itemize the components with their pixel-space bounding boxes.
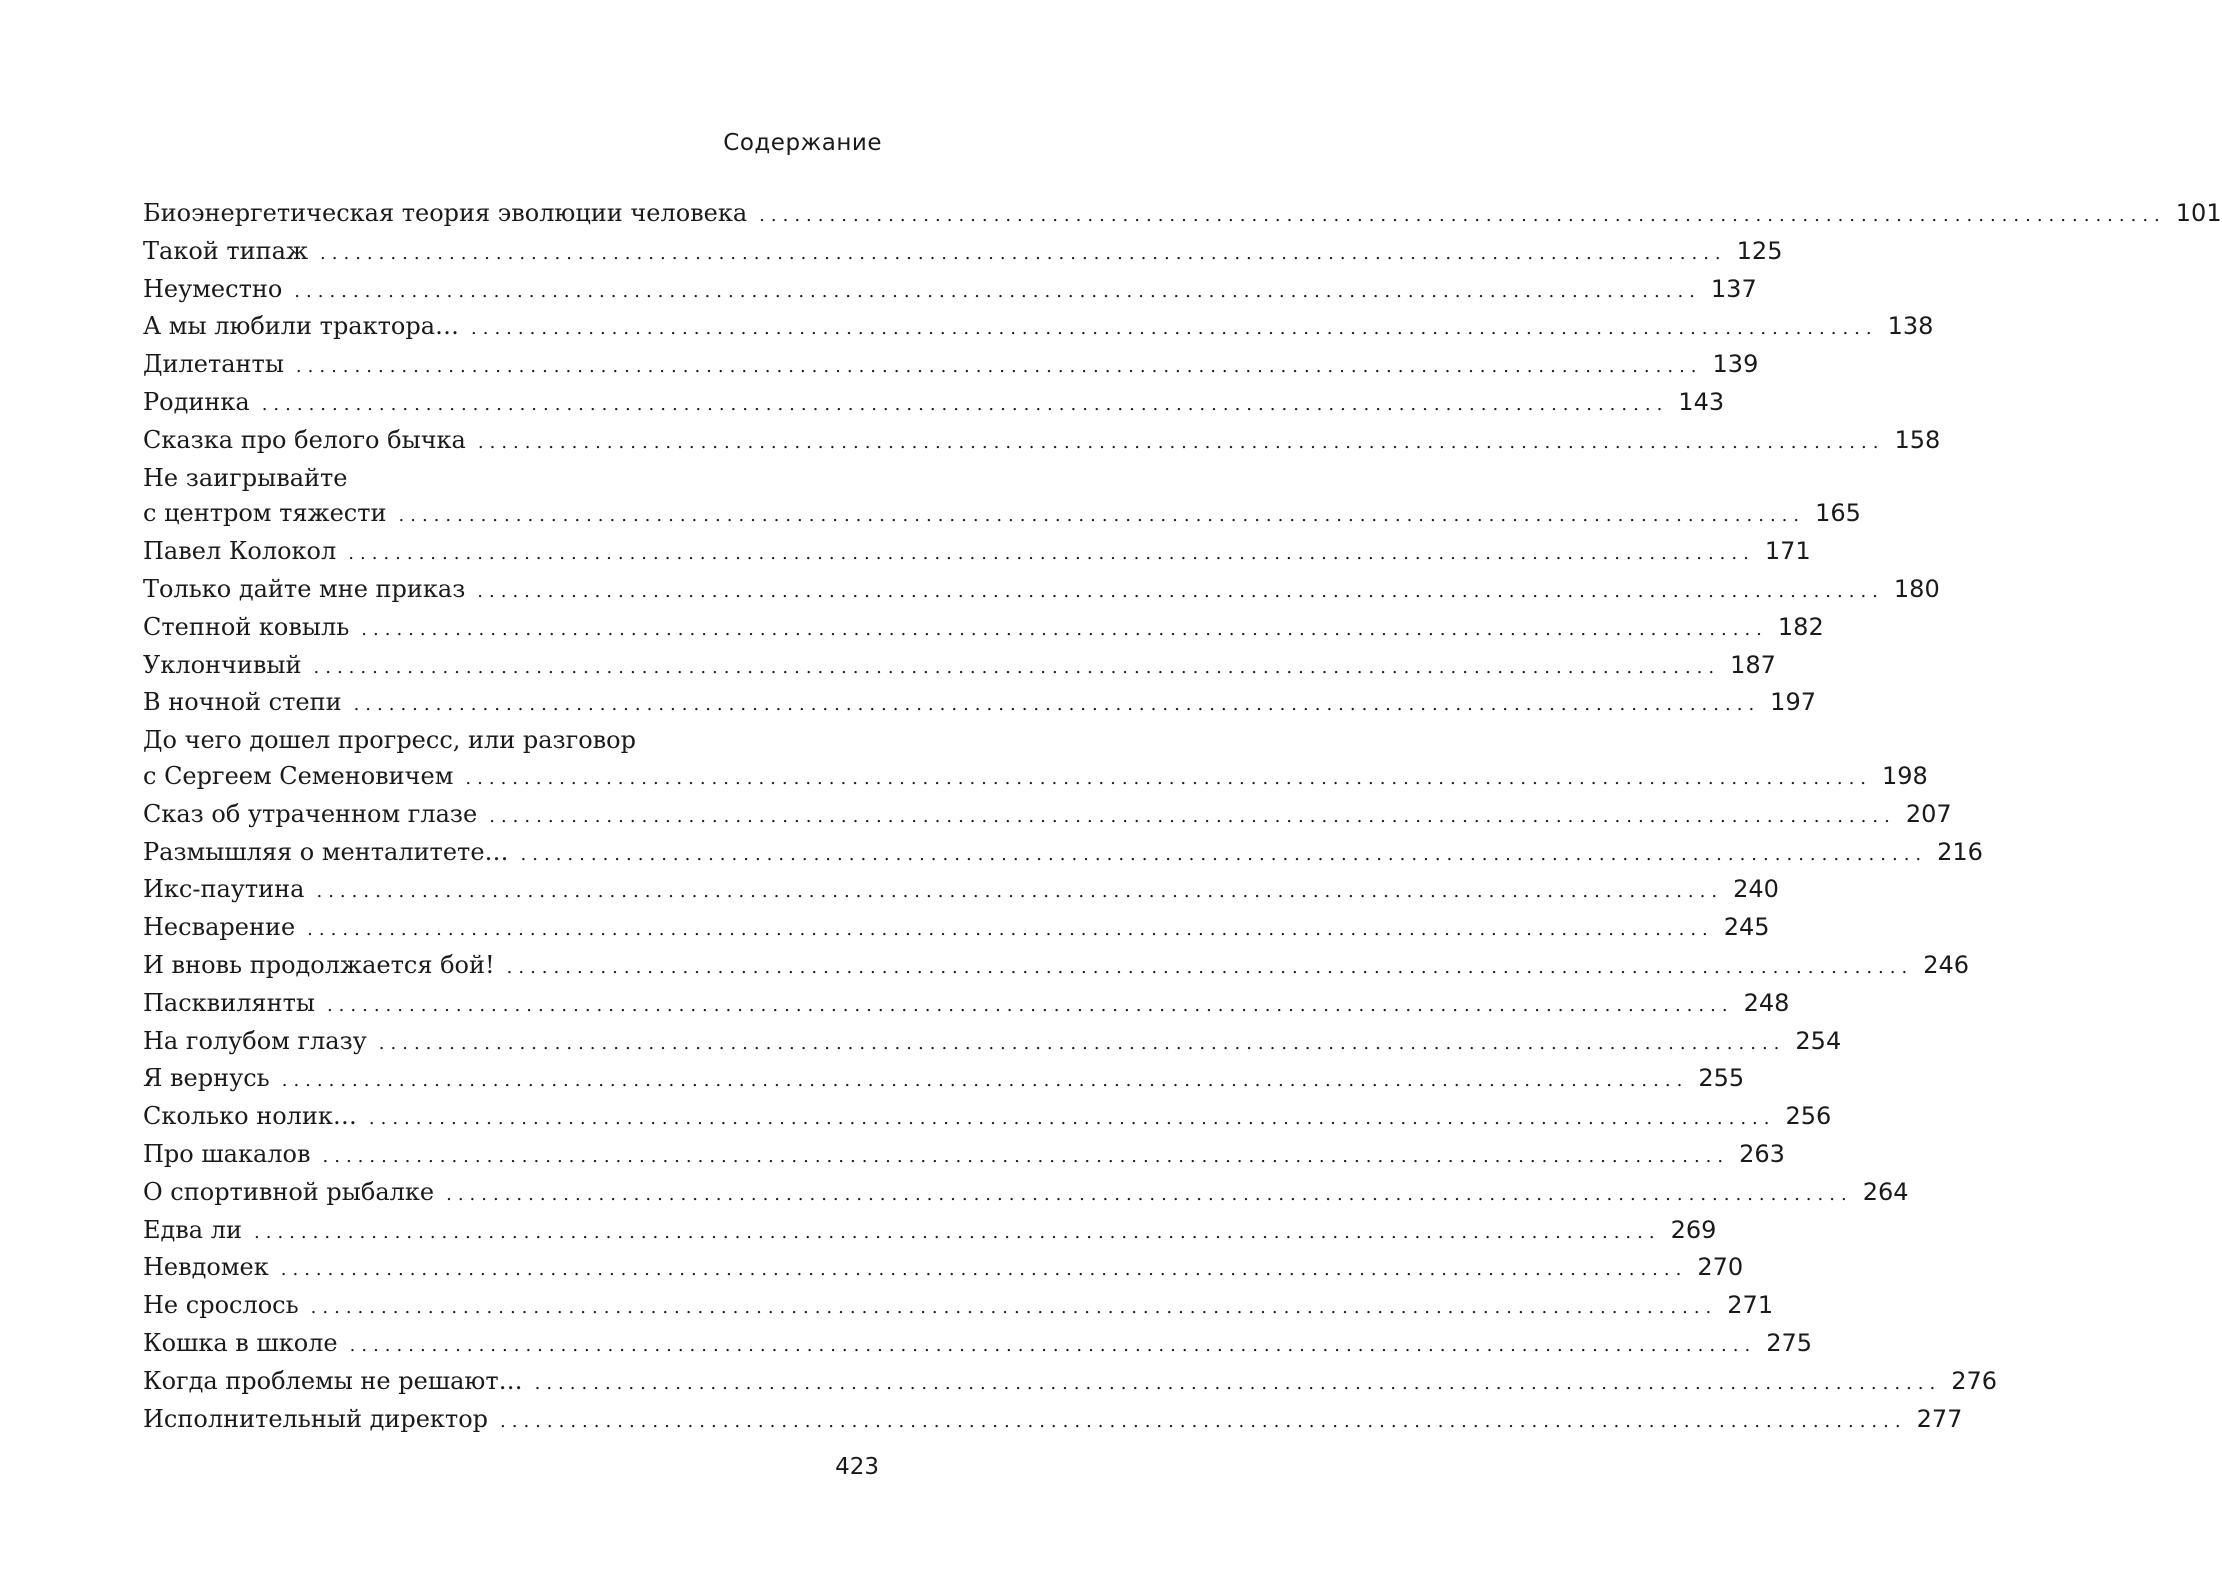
dot-leader: ........................................................................................................................ xyxy=(254,1221,1661,1243)
dot-leader: ........................................................................................................................ xyxy=(353,694,1761,716)
toc-entry-page: 263 xyxy=(1739,1139,1785,1168)
dot-leader: ........................................................................................................................ xyxy=(471,318,1878,340)
toc-entry-page: 275 xyxy=(1766,1328,1813,1357)
toc-entry-page: 197 xyxy=(1770,688,1816,717)
toc-entry[interactable] xyxy=(143,234,1783,272)
toc-entry[interactable] xyxy=(143,1250,1744,1288)
dot-leader: ........................................................................................................................ xyxy=(477,580,1884,602)
toc-entry[interactable] xyxy=(143,872,1779,910)
toc-entry-page: 277 xyxy=(1916,1404,1963,1433)
toc-entry-title: Сказ об утраченном глазе xyxy=(143,799,478,828)
toc-entry-page: 254 xyxy=(1795,1026,1842,1055)
toc-entry-page: 125 xyxy=(1736,236,1783,265)
toc-entry[interactable] xyxy=(143,423,1941,461)
toc-entry-multiline[interactable] xyxy=(143,461,1861,535)
toc-entry-page: 101 xyxy=(2175,199,2222,227)
toc-entry-page: 264 xyxy=(1862,1177,1909,1206)
toc-entry-title: Уклончивый xyxy=(143,650,302,679)
toc-entry[interactable] xyxy=(143,196,2222,234)
toc-entry[interactable] xyxy=(143,572,1940,610)
toc-entry[interactable] xyxy=(143,1061,1745,1099)
dot-leader: ........................................................................................................................ xyxy=(310,1297,1718,1319)
dot-leader: ........................................................................................................................ xyxy=(280,1259,1688,1281)
toc-entry-title: О спортивной рыбалке xyxy=(143,1177,435,1206)
toc-entry-page: 137 xyxy=(1710,274,1757,303)
dot-leader: ........................................................................................................................ xyxy=(446,1183,1853,1205)
toc-entry-page: 276 xyxy=(1951,1366,1998,1395)
toc-entry-page: 256 xyxy=(1785,1102,1832,1131)
toc-entry[interactable] xyxy=(143,309,1934,347)
toc-entry[interactable] xyxy=(143,835,1983,873)
dot-leader: ........................................................................................................................ xyxy=(361,618,1768,640)
toc-entry-page: 198 xyxy=(1882,761,1928,790)
toc-entry[interactable] xyxy=(143,1402,1963,1440)
dot-leader: ........................................................................................................................ xyxy=(313,656,1721,678)
toc-entry-title: Степной ковыль xyxy=(143,612,350,641)
toc-entry-title: Я вернусь xyxy=(143,1064,270,1093)
toc-entry-page: 270 xyxy=(1697,1253,1744,1282)
toc-entry[interactable] xyxy=(143,1326,1813,1364)
toc-entry[interactable] xyxy=(143,648,1776,686)
dot-leader: ........................................................................................................................ xyxy=(500,1410,1907,1432)
toc-entry-page: 245 xyxy=(1723,913,1770,942)
dot-leader: ........................................................................................................................ xyxy=(322,1145,1730,1167)
toc-entry-multiline[interactable] xyxy=(143,723,1928,797)
dot-leader: ........................................................................................................................ xyxy=(326,994,1734,1016)
dot-leader: ........................................................................................................................ xyxy=(281,1070,1689,1092)
toc-entry[interactable] xyxy=(143,610,1824,648)
toc-entry-page: 171 xyxy=(1764,537,1811,566)
toc-entry[interactable] xyxy=(143,910,1770,948)
table-of-contents xyxy=(143,196,2222,1439)
toc-entry-title: Такой типаж xyxy=(143,236,309,265)
dot-leader: ........................................................................................................................ xyxy=(506,956,1914,978)
toc-entry[interactable] xyxy=(143,986,1790,1024)
toc-entry-title: Про шакалов xyxy=(143,1139,311,1168)
toc-entry[interactable] xyxy=(143,347,1759,385)
toc-entry[interactable] xyxy=(143,797,1952,835)
toc-entry-title: Кошка в школе xyxy=(143,1328,338,1357)
toc-entry-title: Павел Колокол xyxy=(143,537,337,566)
toc-entry[interactable] xyxy=(143,272,1757,310)
dot-leader: ........................................................................................................................ xyxy=(465,767,1873,789)
toc-entry-title: Не срослось xyxy=(143,1291,299,1320)
toc-entry-page: 271 xyxy=(1727,1291,1774,1320)
dot-leader: ........................................................................................................................ xyxy=(316,881,1724,903)
toc-entry-title: Биоэнергетическая теория эволюции человека xyxy=(143,199,748,227)
toc-entry-title: Неуместно xyxy=(143,274,283,303)
toc-entry-page: 240 xyxy=(1733,875,1779,904)
dot-leader: ........................................................................................................................ xyxy=(320,242,1727,264)
running-head: Содержание xyxy=(723,130,882,156)
toc-entry[interactable] xyxy=(143,1175,1909,1213)
dot-leader: ........................................................................................................................ xyxy=(295,356,1703,378)
toc-entry-page: 246 xyxy=(1923,950,1970,979)
toc-entry-page: 248 xyxy=(1743,988,1790,1017)
dot-leader: ........................................................................................................................ xyxy=(520,843,1928,865)
toc-entry-title-line1: До чего дошел прогресс, или разговор xyxy=(143,726,636,755)
dot-leader: ........................................................................................................................ xyxy=(534,1372,1942,1394)
toc-entry-title: Сказка про белого бычка xyxy=(143,425,466,454)
toc-entry[interactable] xyxy=(143,1137,1785,1175)
dot-leader: ........................................................................................................................ xyxy=(489,805,1896,827)
toc-entry[interactable] xyxy=(143,1213,1717,1251)
dot-leader: ........................................................................................................................ xyxy=(398,505,1806,527)
toc-entry-title: Невдомек xyxy=(143,1253,269,1282)
toc-entry-title: с центром тяжести xyxy=(143,499,387,528)
dot-leader: ........................................................................................................................ xyxy=(261,393,1669,415)
toc-entry-page: 139 xyxy=(1712,350,1759,379)
toc-entry[interactable] xyxy=(143,385,1725,423)
toc-entry[interactable] xyxy=(143,1024,1842,1062)
dot-leader: ........................................................................................................................ xyxy=(307,919,1714,941)
toc-entry-title: Сколько нолик… xyxy=(143,1102,357,1131)
toc-entry-page: 138 xyxy=(1887,312,1934,341)
toc-entry-title-line1: Не заигрывайте xyxy=(143,463,348,492)
dot-leader: ........................................................................................................................ xyxy=(759,205,2166,226)
toc-entry-title: с Сергеем Семеновичем xyxy=(143,761,454,790)
toc-entry-page: 165 xyxy=(1815,499,1861,528)
toc-entry-page: 143 xyxy=(1678,387,1725,416)
toc-entry[interactable] xyxy=(143,685,1816,723)
toc-entry-page: 182 xyxy=(1777,612,1824,641)
toc-entry-title: Пасквилянты xyxy=(143,988,315,1017)
toc-entry-title: Икс-паутина xyxy=(143,875,305,904)
toc-entry-page: 216 xyxy=(1937,837,1983,866)
toc-entry-page: 269 xyxy=(1670,1215,1717,1244)
toc-entry[interactable] xyxy=(143,948,1970,986)
toc-entry-page: 158 xyxy=(1894,425,1941,454)
toc-entry-title: Родинка xyxy=(143,387,250,416)
toc-entry-page: 180 xyxy=(1893,574,1940,603)
toc-entry-title: Только дайте мне приказ xyxy=(143,574,466,603)
toc-entry-title: И вновь продолжается бой! xyxy=(143,950,495,979)
toc-entry[interactable] xyxy=(143,534,1811,572)
toc-entry[interactable] xyxy=(143,1288,1774,1326)
dot-leader: ........................................................................................................................ xyxy=(378,1032,1786,1054)
page-number: 423 xyxy=(835,1454,879,1480)
toc-entry-title: В ночной степи xyxy=(143,688,342,717)
toc-entry-page: 207 xyxy=(1905,799,1952,828)
toc-entry-title: Несварение xyxy=(143,913,296,942)
toc-entry-title: Размышляя о менталитете… xyxy=(143,837,509,866)
dot-leader: ........................................................................................................................ xyxy=(349,1334,1757,1356)
toc-entry-title: Едва ли xyxy=(143,1215,242,1244)
toc-entry-title: Дилетанты xyxy=(143,350,284,379)
toc-entry-title: На голубом глазу xyxy=(143,1026,367,1055)
toc-entry[interactable] xyxy=(143,1099,1832,1137)
dot-leader: ........................................................................................................................ xyxy=(348,543,1755,565)
dot-leader: ........................................................................................................................ xyxy=(368,1108,1776,1130)
dot-leader: ........................................................................................................................ xyxy=(477,431,1885,453)
toc-entry-title: Когда проблемы не решают… xyxy=(143,1366,523,1395)
toc-entry[interactable] xyxy=(143,1364,1998,1402)
toc-entry-page: 255 xyxy=(1698,1064,1745,1093)
toc-entry-title: А мы любили трактора… xyxy=(143,312,460,341)
toc-entry-page: 187 xyxy=(1730,650,1776,679)
toc-entry-title: Исполнительный директор xyxy=(143,1404,488,1433)
dot-leader: ........................................................................................................................ xyxy=(294,280,1701,302)
